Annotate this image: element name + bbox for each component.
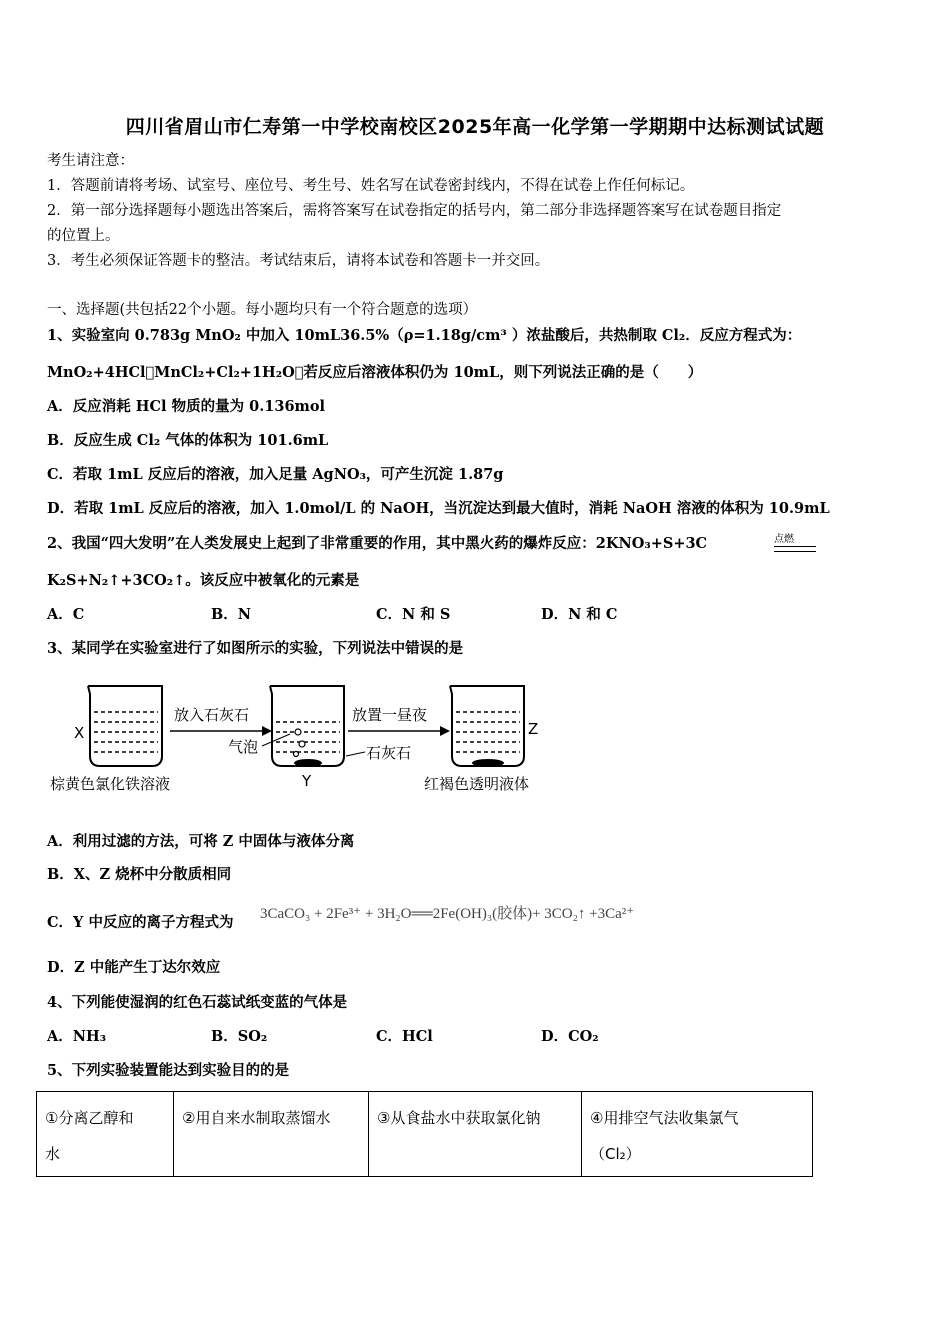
label-z: Z	[528, 720, 539, 738]
stone-z-icon	[472, 759, 504, 767]
q4-option-b: B．SO₂	[211, 1028, 268, 1045]
stone-label: 石灰石	[366, 744, 412, 762]
stone-y-icon	[294, 759, 322, 767]
q5-table	[36, 1091, 813, 1177]
liquid-y	[276, 722, 340, 752]
bubble-pointer	[262, 734, 290, 746]
beaker-y	[270, 686, 344, 766]
q3-ionic-equation: 3CaCO₃ + 2Fe³⁺ + 3H₂O══2Fe(OH)₃(胶体)+ 3CO₂↑ +3Ca²⁺	[260, 906, 635, 922]
arrow2-head	[440, 726, 450, 736]
beaker-x	[88, 686, 162, 766]
q2-option-c: C．N 和 S	[376, 606, 451, 623]
q1-equation: MnO₂+4HCl⃞MnCl₂+Cl₂+1H₂O，若反应后溶液体积仍为 10mL，则下列说法正确的是（ ）	[47, 364, 703, 381]
q2-products: K₂S+N₂↑+3CO₂↑。该反应中被氧化的元素是	[47, 572, 360, 589]
notice-item: 的位置上。	[47, 228, 120, 244]
notice-heading: 考生请注意：	[47, 153, 134, 169]
experiment-diagram	[40, 676, 600, 806]
q2-option-d: D．N 和 C	[541, 606, 618, 623]
table-cell: ①分离乙醇和 水	[37, 1092, 174, 1177]
bubble-label: 气泡	[228, 738, 259, 756]
table-row	[37, 1092, 813, 1177]
q1-option-d: D．若取 1mL 反应后的溶液，加入 1.0mol/L 的 NaOH，当沉淀达到最大值时，消耗 NaOH 溶液的体积为 10.9mL	[47, 500, 830, 517]
q3-option-a: A．利用过滤的方法，可将 Z 中固体与液体分离	[47, 833, 355, 850]
q1-stem: 1、实验室向 0.783g MnO₂ 中加入 10mL36.5%（ρ=1.18g/cm³ ）浓盐酸后，共热制取 Cl₂．反应方程式为：	[47, 327, 802, 344]
liquid-z	[456, 712, 520, 752]
q5-stem: 5、下列实验装置能达到实验目的的是	[47, 1062, 290, 1079]
notice-item: 1．答题前请将考场、试室号、座位号、考生号、姓名写在试卷密封线内，不得在试卷上作任何标记。	[47, 178, 695, 194]
q2-condition: 点燃	[774, 534, 794, 545]
liquid-x	[94, 712, 158, 752]
q1-option-a: A．反应消耗 HCl 物质的量为 0.136mol	[47, 398, 326, 415]
table-cell: ③从食盐水中获取氯化钠	[369, 1092, 582, 1177]
section-heading: 一、选择题(共包括22个小题。每小题均只有一个符合题意的选项）	[47, 302, 478, 318]
caption-right: 红褐色透明液体	[424, 775, 530, 793]
q4-stem: 4、下列能使湿润的红色石蕊试纸变蓝的气体是	[47, 994, 348, 1011]
notice-item: 2．第一部分选择题每小题选出答案后，需将答案写在试卷指定的括号内，第二部分非选择题答案写在试卷题目指定	[47, 203, 782, 219]
q4-option-c: C．HCl	[376, 1028, 433, 1045]
notice-item: 3．考生必须保证答题卡的整洁。考试结束后，请将本试卷和答题卡一并交回。	[47, 253, 550, 269]
table-cell: ④用排空气法收集氯气 （Cl₂）	[582, 1092, 813, 1177]
q2-option-a: A．C	[47, 606, 85, 623]
q4-option-d: D．CO₂	[541, 1028, 599, 1045]
q3-option-c: C．Y 中反应的离子方程式为	[47, 914, 234, 931]
page-title: 四川省眉山市仁寿第一中学校南校区2025年高一化学第一学期期中达标测试试题	[125, 116, 825, 138]
q1-option-c: C．若取 1mL 反应后的溶液，加入足量 AgNO₃，可产生沉淀 1.87g	[47, 466, 504, 483]
arrow1-label: 放入石灰石	[174, 706, 250, 724]
beaker-z	[450, 686, 524, 766]
q4-option-a: A．NH₃	[47, 1028, 107, 1045]
stone-pointer	[346, 752, 365, 756]
arrow1-head	[262, 726, 272, 736]
caption-left: 棕黄色氯化铁溶液	[50, 775, 171, 793]
q3-option-d: D．Z 中能产生丁达尔效应	[47, 959, 221, 976]
arrow2-label: 放置一昼夜	[352, 706, 428, 724]
q2-option-b: B．N	[211, 606, 252, 623]
q1-option-b: B．反应生成 Cl₂ 气体的体积为 101.6mL	[47, 432, 329, 449]
table-cell: ②用自来水制取蒸馏水	[174, 1092, 369, 1177]
label-y: Y	[302, 772, 312, 790]
q3-stem: 3、某同学在实验室进行了如图所示的实验，下列说法中错误的是	[47, 640, 464, 657]
q2-stem: 2、我国“四大发明”在人类发展史上起到了非常重要的作用，其中黑火药的爆炸反应：2KNO₃+S+3C	[47, 535, 708, 552]
equal-sign	[774, 546, 816, 552]
q3-option-b: B．X、Z 烧杯中分散质相同	[47, 866, 232, 883]
label-x: X	[74, 724, 85, 742]
